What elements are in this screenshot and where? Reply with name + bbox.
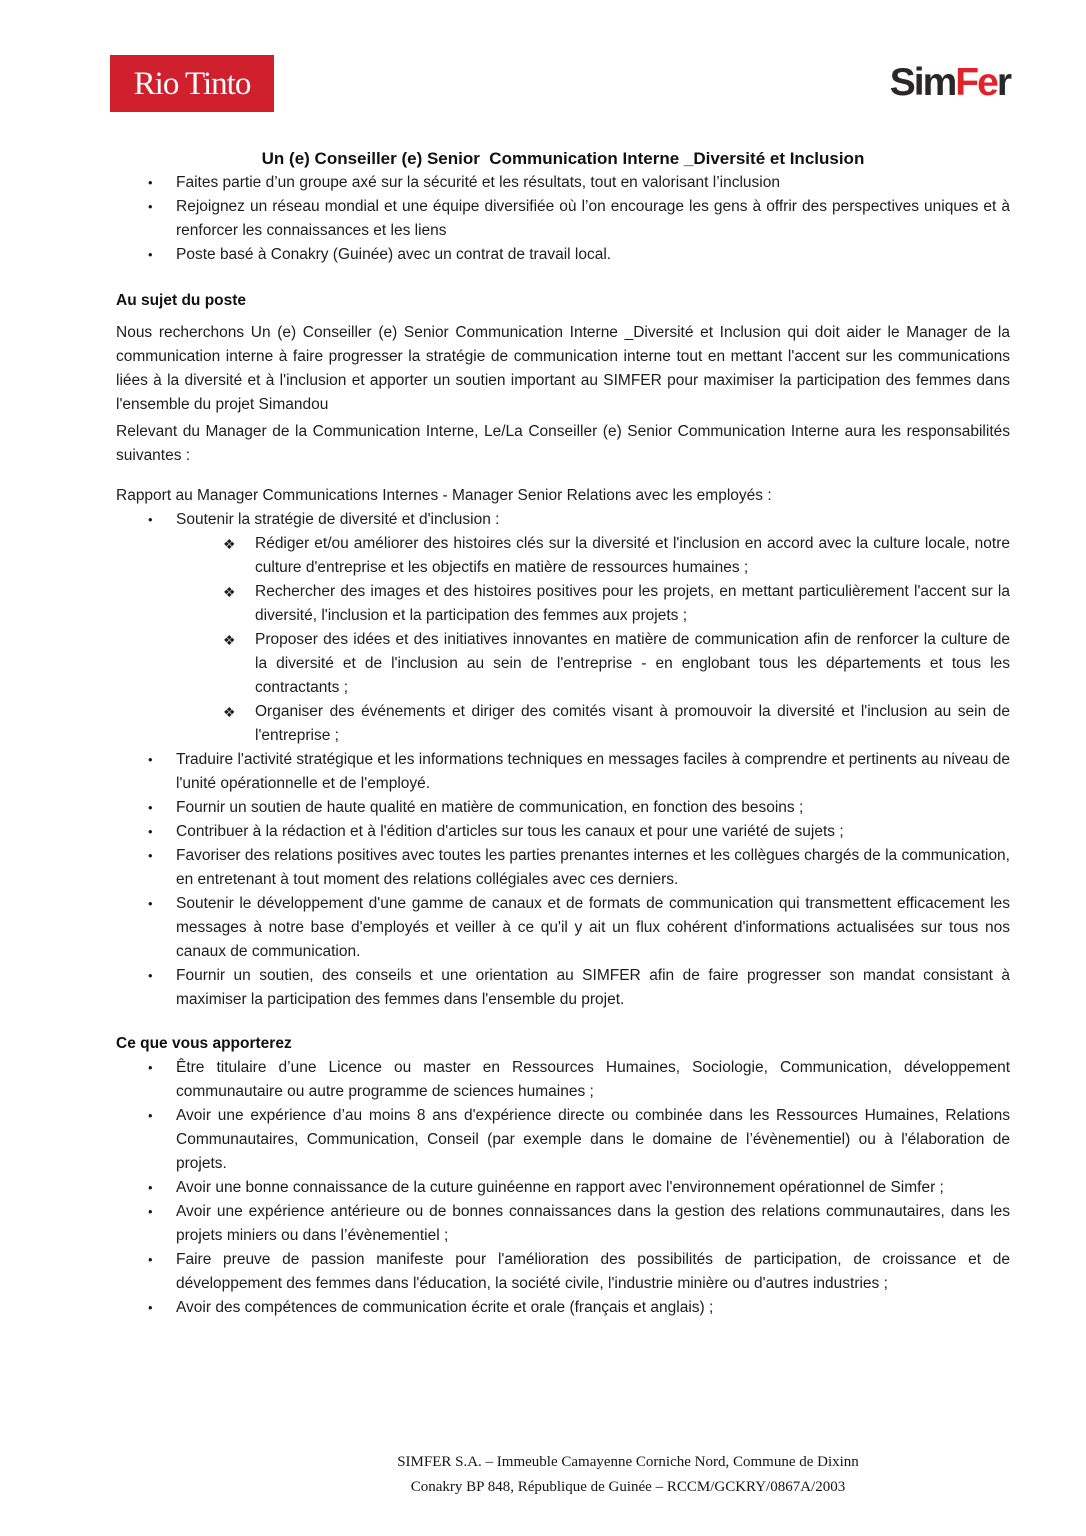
lead-bullet-item [116, 508, 1010, 532]
requirement-text: Avoir des compétences de communication écrite et orale (français et anglais) ; [176, 1299, 714, 1316]
footer [0, 1450, 1086, 1500]
footer-address-line1: SIMFER S.A. – Immeuble Camayenne Corniche Nord, Commune de Dixinn [397, 1454, 859, 1470]
bullet-icon: • [148, 1180, 153, 1195]
sub-bullet-text: Organiser des événements et diriger des comités visant à promouvoir la diversité et l'inclusion au sein de l'entreprise ; [255, 703, 1010, 744]
bullet-icon: • [148, 247, 153, 262]
riotinto-logo-text: Rio Tinto [133, 65, 251, 102]
requirement-text: Avoir une bonne connaissance de la cuture guinéenne en rapport avec l'environnement opérationnel de Simfer ; [176, 1179, 944, 1196]
sub-bullet-text: Proposer des idées et des initiatives innovantes en matière de communication afin de renforcer la culture de la diversité et de l'inclusion au sein de l'entreprise - en englobant tous les départements et tous les contractants ; [255, 631, 1010, 696]
responsibility-text: Fournir un soutien de haute qualité en matière de communication, en fonction des besoins ; [176, 799, 804, 816]
bullet-icon: • [148, 175, 153, 190]
bullet-icon: • [148, 199, 153, 214]
responsibility-item [116, 748, 1010, 796]
riotinto-logo [110, 55, 274, 112]
sub-bullet-item [116, 628, 1010, 700]
sub-bullet-item [116, 580, 1010, 628]
requirement-text: Avoir une expérience antérieure ou de bonnes connaissances dans la gestion des relations communautaires, dans les projets miniers ou dans l’évènementiel ; [176, 1203, 1010, 1244]
bullet-icon: • [148, 1060, 153, 1075]
bullet-icon: • [148, 1204, 153, 1219]
requirements-bullet-list [116, 1056, 1010, 1320]
responsibility-text: Fournir un soutien, des conseils et une orientation au SIMFER afin de faire progresser son mandat consistant à maximiser la participation des femmes dans l'ensemble du projet. [176, 967, 1010, 1008]
intro-bullet-text: Faites partie d’un groupe axé sur la sécurité et les résultats, tout en valorisant l’inclusion [176, 174, 780, 191]
bullet-icon: • [148, 1252, 153, 1267]
responsibility-text: Contribuer à la rédaction et à l'édition d'articles sur tous les canaux et pour une variété de sujets ; [176, 823, 844, 840]
intro-bullet-text: Rejoignez un réseau mondial et une équipe diversifiée où l’on encourage les gens à offrir des perspectives uniques et à renforcer les connaissances et les liens [176, 198, 1010, 239]
responsibility-text: Soutenir le développement d'une gamme de canaux et de formats de communication qui transmettent efficacement les messages à notre base d'employés et veiller à ce qu'il y ait un flux cohérent d'informations actualisées sur tous nos canaux de communication. [176, 895, 1010, 960]
requirement-text: Avoir une expérience d’au moins 8 ans d'expérience directe ou combinée dans les Ressources Humaines, Relations Communautaires, Communication, Conseil (par exemple dans le domaine de l’évènementiel) ou à l'élaboration de projets. [176, 1107, 1010, 1172]
intro-bullet-item [116, 171, 1010, 195]
requirement-text: Être titulaire d’une Licence ou master en Ressources Humaines, Sociologie, Communication, développement communautaire ou autre programme de sciences humaines ; [176, 1059, 1010, 1100]
intro-bullet-list [116, 171, 1010, 267]
diamond-bullet-icon: ❖ [223, 536, 236, 552]
section-heading-about: Au sujet du poste [116, 292, 247, 309]
requirement-text: Faire preuve de passion manifeste pour l'amélioration des possibilités de participation, de croissance et de développement des femmes dans l'éducation, la société civile, l'industrie minière ou d'autres industries ; [176, 1251, 1010, 1292]
responsibility-item [116, 892, 1010, 964]
responsibility-text: Favoriser des relations positives avec toutes les parties prenantes internes et les collègues chargés de la communication, en entretenant à tout moment des relations collégiales avec ces derniers. [176, 847, 1010, 888]
page-title: Un (e) Conseiller (e) Senior Communication Interne _Diversité et Inclusion [261, 149, 865, 168]
responsibility-item [116, 844, 1010, 892]
requirement-item [116, 1176, 1010, 1200]
simfer-logo-text-sim: Sim [889, 61, 956, 104]
bullet-icon: • [148, 968, 153, 983]
bullet-icon: • [148, 800, 153, 815]
simfer-logo-text-r: r [996, 61, 1010, 104]
lead-bullet-list [116, 508, 1010, 532]
responsibility-item [116, 820, 1010, 844]
responsibility-text: Traduire l'activité stratégique et les informations techniques en messages faciles à comprendre et pertinents au niveau de l'unité opérationnelle et de l'employé. [176, 751, 1010, 792]
requirement-item [116, 1056, 1010, 1104]
lead-bullet-text: Soutenir la stratégie de diversité et d'inclusion : [176, 511, 500, 528]
bullet-icon: • [148, 824, 153, 839]
sub-bullet-text: Rechercher des images et des histoires positives pour les projets, en mettant particulièrement l'accent sur la diversité, l'inclusion et la participation des femmes aux projets ; [255, 583, 1010, 624]
requirement-item [116, 1104, 1010, 1176]
requirement-item [116, 1248, 1010, 1296]
bullet-icon: • [148, 512, 153, 527]
requirement-item [116, 1200, 1010, 1248]
simfer-logo-text-fe: Fe [955, 61, 997, 104]
about-paragraph-1: Nous recherchons Un (e) Conseiller (e) Senior Communication Interne _Diversité et Inclusion qui doit aider le Manager de la communication interne à faire progresser la stratégie de communication interne tout en mettant l'accent sur les communications liées à la diversité et à l'inclusion et apporter un soutien important au SIMFER pour maximiser la participation des femmes dans l'ensemble du projet Simandou [116, 324, 1010, 413]
about-paragraph-2: Relevant du Manager de la Communication Interne, Le/La Conseiller (e) Senior Communication Interne aura les responsabilités suivantes : [116, 423, 1010, 464]
responsibility-item [116, 796, 1010, 820]
about-paragraph-3: Rapport au Manager Communications Internes - Manager Senior Relations avec les employés : [116, 487, 772, 504]
intro-bullet-item [116, 195, 1010, 243]
diamond-bullet-icon: ❖ [223, 584, 236, 600]
sub-bullet-item [116, 532, 1010, 580]
bullet-icon: • [148, 896, 153, 911]
bullet-icon: • [148, 752, 153, 767]
section-heading-bring: Ce que vous apporterez [116, 1035, 292, 1052]
intro-bullet-item [116, 243, 1010, 267]
bullet-icon: • [148, 848, 153, 863]
header-logos [116, 55, 1010, 113]
simfer-logo [890, 63, 1010, 103]
diamond-bullet-icon: ❖ [223, 632, 236, 648]
responsibility-item [116, 964, 1010, 1012]
intro-bullet-text: Poste basé à Conakry (Guinée) avec un contrat de travail local. [176, 246, 612, 263]
responsibilities-bullet-list [116, 748, 1010, 1012]
diamond-bullet-icon: ❖ [223, 704, 236, 720]
requirement-item [116, 1296, 1010, 1320]
sub-bullet-list [116, 532, 1010, 748]
sub-bullet-item [116, 700, 1010, 748]
footer-address-line2: Conakry BP 848, République de Guinée – RCCM/GCKRY/0867A/2003 [410, 1479, 846, 1495]
bullet-icon: • [148, 1108, 153, 1123]
bullet-icon: • [148, 1300, 153, 1315]
sub-bullet-text: Rédiger et/ou améliorer des histoires clés sur la diversité et l'inclusion en accord avec la culture locale, notre culture d'entreprise et les objectifs en matière de ressources humaines ; [255, 535, 1010, 576]
